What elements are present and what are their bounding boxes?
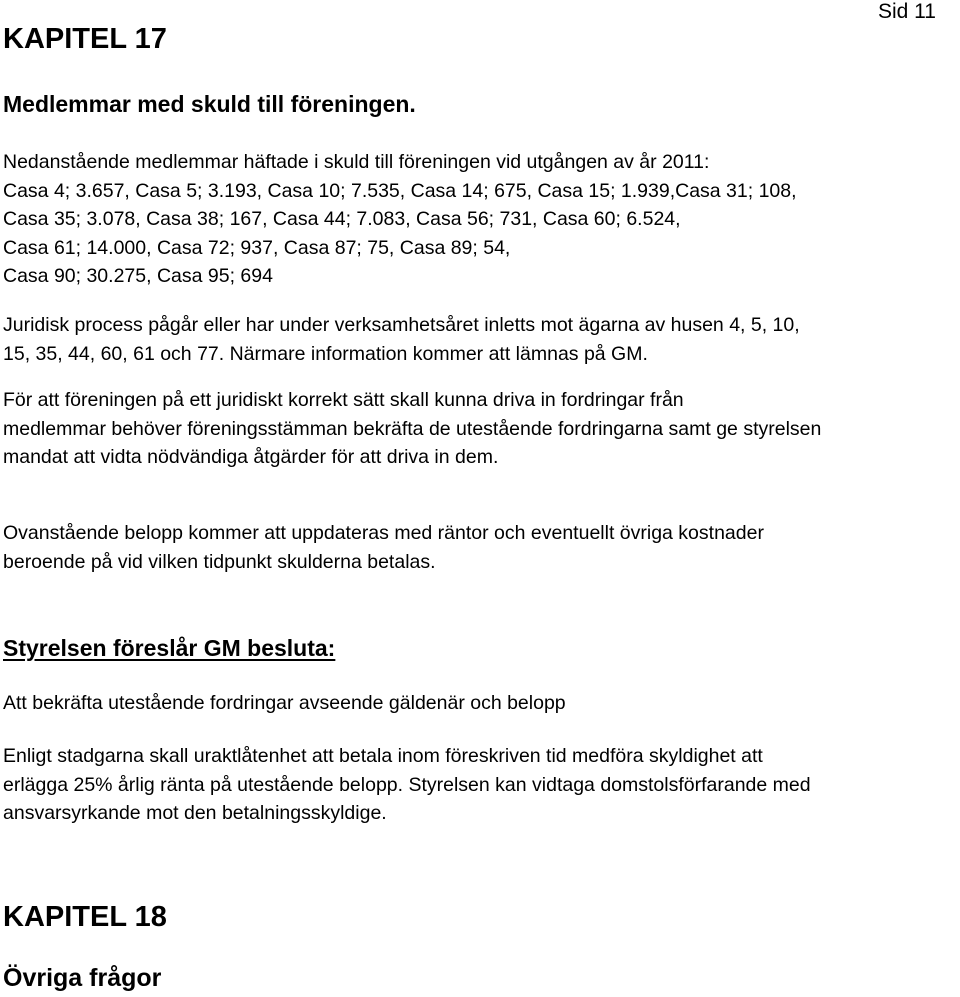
debts-line: Casa 35; 3.078, Casa 38; 167, Casa 44; 7.083, Casa 56; 731, Casa 60; 6.524, bbox=[3, 208, 681, 230]
debts-line: Casa 90; 30.275, Casa 95; 694 bbox=[3, 265, 273, 287]
chapter-18-title: KAPITEL 18 bbox=[3, 901, 167, 933]
debts-paragraph bbox=[3, 148, 953, 291]
debts-line: Nedanstående medlemmar häftade i skuld till föreningen vid utgången av år 2011: bbox=[3, 151, 710, 173]
statute-line: erlägga 25% årlig ränta på utestående belopp. Styrelsen kan vidtaga domstolsförfarande med bbox=[3, 773, 811, 796]
proposal-paragraph bbox=[3, 689, 953, 718]
proposal-title: Styrelsen föreslår GM besluta: bbox=[3, 635, 336, 661]
confirm-line: medlemmar behöver föreningsstämman bekräfta de utestående fordringarna samt ge styrelsen bbox=[3, 417, 822, 440]
update-paragraph bbox=[3, 519, 953, 576]
section-title-debts: Medlemmar med skuld till föreningen. bbox=[3, 91, 416, 117]
confirm-line: För att föreningen på ett juridiskt korrekt sätt skall kunna driva in fordringar från bbox=[3, 389, 684, 411]
statute-line: ansvarsyrkande mot den betalningsskyldige. bbox=[3, 802, 387, 824]
statute-line: Enligt stadgarna skall uraktlåtenhet att betala inom föreskriven tid medföra skyldighet att bbox=[3, 745, 763, 767]
confirm-paragraph bbox=[3, 386, 953, 472]
legal-line: Juridisk process pågår eller har under verksamhetsåret inletts mot ägarna av husen 4, 5, 10, bbox=[3, 314, 800, 336]
update-line: Ovanstående belopp kommer att uppdateras med räntor och eventuellt övriga kostnader bbox=[3, 522, 764, 544]
page-number: Sid 11 bbox=[878, 0, 936, 23]
legal-line: 15, 35, 44, 60, 61 och 77. Närmare information kommer att lämnas på GM. bbox=[3, 342, 648, 365]
chapter-17-title: KAPITEL 17 bbox=[3, 23, 167, 55]
section-title-other: Övriga frågor bbox=[3, 964, 162, 992]
proposal-line: Att bekräfta utestående fordringar avseende gäldenär och belopp bbox=[3, 692, 566, 714]
debts-line: Casa 61; 14.000, Casa 72; 937, Casa 87; 75, Casa 89; 54, bbox=[3, 236, 511, 259]
confirm-line: mandat att vidta nödvändiga åtgärder för att driva in dem. bbox=[3, 446, 499, 468]
legal-process-paragraph bbox=[3, 311, 953, 368]
statute-paragraph bbox=[3, 742, 953, 828]
update-line: beroende på vid vilken tidpunkt skulderna betalas. bbox=[3, 550, 436, 573]
debts-line: Casa 4; 3.657, Casa 5; 3.193, Casa 10; 7.535, Casa 14; 675, Casa 15; 1.939,Casa 31; 108, bbox=[3, 179, 797, 202]
